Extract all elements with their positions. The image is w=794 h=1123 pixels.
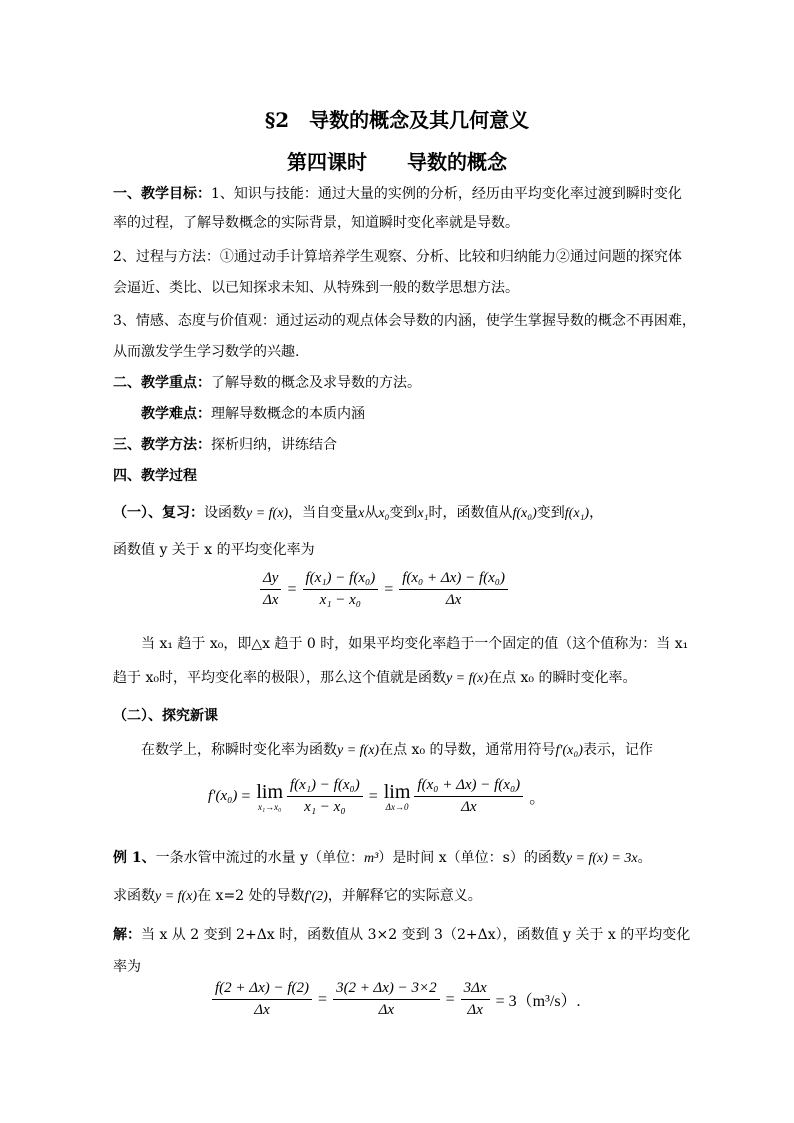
goal2-line-a: 2、过程与方法：①通过动手计算培养学生观察、分析、比较和归纳能力②通过问题的探究体	[113, 249, 682, 265]
methods-text: 探析归纳，讲练结合	[211, 437, 337, 453]
average-rate-formula	[258, 570, 510, 609]
methods-heading: 三、教学方法：	[113, 437, 211, 453]
example-function-2: y = f(x)	[155, 889, 198, 904]
new-text-2: 在点 x₀ 的导数，通常用符号	[379, 742, 556, 758]
avg-rhs-numerator: f(x₀ + Δx) − f(x₀)	[399, 570, 508, 590]
lim-word-1: lim	[256, 780, 284, 803]
derivative-fraction-1	[287, 777, 363, 816]
limit-operator-2	[384, 782, 411, 812]
methods-line	[113, 435, 683, 455]
review-variable: x	[358, 506, 365, 521]
solution-line-a	[113, 925, 691, 945]
solution-result: = 3（m³/s）.	[495, 993, 581, 1010]
solution-frac1-denominator: Δx	[254, 1002, 270, 1018]
goal1-line-a	[113, 184, 683, 204]
solution-frac2-denominator: Δx	[378, 1002, 395, 1018]
difficulty-line	[141, 404, 711, 424]
lim-sub-2: Δx→0	[385, 801, 409, 812]
derivative-fraction-2	[414, 777, 523, 816]
example-unit: m³	[363, 851, 379, 866]
example-text-3: 。	[637, 850, 652, 866]
limit-text-2: 在点 x₀ 的瞬时变化率。	[488, 670, 637, 686]
example-text-6: ，并解释它的实际意义。	[327, 888, 482, 904]
solution-label: 解：	[113, 927, 141, 943]
new-function: y = f(x)	[337, 743, 380, 758]
process-heading: 四、教学过程	[113, 468, 197, 484]
review-line-a	[113, 503, 683, 524]
example-symbol: f′(2)	[304, 889, 328, 904]
example-text-5: 在 x=2 处的导数	[197, 888, 305, 904]
section-title: §2 导数的概念及其几何意义	[264, 108, 530, 132]
solution-frac3-denominator: Δx	[467, 1002, 483, 1018]
review-x1: x₁	[417, 506, 429, 521]
solution-frac3-numerator: 3Δx	[461, 980, 490, 1000]
solution-text-a: 当 x 从 2 变到 2+Δx 时，函数值从 3×2 变到 3（2+Δx），函数值 y 关于 x 的平均变化	[141, 927, 691, 943]
derivative-equals-2: =	[368, 787, 378, 805]
example-line-b	[113, 886, 683, 907]
example-text-1: 一条水管中流过的水量 y（单位：	[155, 850, 364, 866]
example-text-2: ）是时间 x（单位：s）的函数	[378, 850, 566, 866]
example-text-4: 求函数	[113, 888, 155, 904]
limit-line-a: 当 x₁ 趋于 x₀，即△x 趋于 0 时，如果平均变化率趋于一个固定的值（这个值称为：当 x₁	[141, 636, 689, 652]
derivative-frac2-denominator: Δx	[461, 799, 477, 815]
example-label: 例 1、	[113, 850, 156, 866]
new-symbol: f′(x₀)	[555, 743, 583, 758]
review-text-7: ，	[589, 505, 604, 521]
goal1-line-b: 率的过程，了解导数概念的实际背景，知道瞬时变化率就是导数。	[113, 215, 519, 231]
review-text-3: 从	[364, 505, 379, 521]
solution-equals-2: =	[445, 990, 455, 1008]
review-text-1: 设函数	[204, 505, 246, 521]
avg-mid-denominator: x₁ − x₀	[319, 592, 362, 608]
solution-frac1-numerator: f(2 + Δx) − f(2)	[212, 980, 312, 1000]
derivative-frac1-denominator: x₁ − x₀	[304, 799, 346, 815]
avg-lhs-fraction	[260, 570, 281, 609]
new-text-3: 表示，记作	[582, 742, 653, 758]
solution-formula	[210, 980, 585, 1019]
solution-frac2-numerator: 3(2 + Δx) − 3×2	[333, 980, 440, 1000]
solution-equals-1: =	[318, 990, 328, 1008]
goal3-line-a: 3、情感、态度与价值观：通过运动的观点体会导数的内涵，使学生掌握导数的概念不再困难，	[113, 313, 696, 329]
solution-line-b: 率为	[113, 959, 141, 975]
new-lesson-line	[141, 740, 711, 761]
review-fx1: f(x₁)	[564, 506, 590, 521]
derivative-end: 。	[529, 790, 546, 807]
goals-heading: 一、教学目标：	[113, 186, 211, 202]
avg-equals-2: =	[384, 580, 394, 598]
review-text-5: 时，函数值从	[428, 505, 513, 521]
limit-text-1: 趋于 x₀时，平均变化率的极限），那么这个值就是函数	[113, 670, 446, 686]
lim-sub-1: x₁→x₀	[258, 801, 282, 812]
derivative-lhs: f′(x₀)	[208, 788, 238, 804]
avg-equals-1: =	[287, 580, 297, 598]
goal2-line-b: 会逼近、类比、以已知探求未知、从特殊到一般的数学思想方法。	[113, 280, 519, 296]
goal1-text-a: 1、知识与技能：通过大量的实例的分析，经历由平均变化率过渡到瞬时变化	[211, 186, 682, 202]
new-lesson-heading: （二）、探究新课	[113, 708, 218, 724]
example-function: y = f(x) = 3x	[565, 851, 638, 866]
difficulty-heading: 教学难点：	[141, 406, 211, 422]
key-points-heading: 二、教学重点：	[113, 375, 211, 391]
derivative-formula	[208, 777, 549, 816]
limit-operator-1	[256, 782, 283, 812]
review-text-4: 变到	[389, 505, 418, 521]
lim-word-2: lim	[383, 780, 411, 803]
review-text-6: 变到	[536, 505, 565, 521]
review-line-b: 函数值 y 关于 x 的平均变化率为	[113, 542, 315, 558]
derivative-frac2-numerator: f(x₀ + Δx) − f(x₀)	[414, 777, 523, 797]
solution-fraction-1	[212, 980, 312, 1019]
example-line-a	[113, 848, 683, 869]
derivative-frac1-numerator: f(x₁) − f(x₀)	[287, 777, 363, 797]
avg-lhs-numerator: Δy	[260, 570, 281, 590]
limit-line-b	[113, 668, 683, 689]
review-fx0: f(x₀)	[512, 506, 537, 521]
solution-fraction-2	[333, 980, 440, 1019]
review-heading: （一）、复习：	[113, 505, 204, 521]
avg-rhs-fraction	[399, 570, 508, 609]
avg-rhs-denominator: Δx	[445, 592, 462, 608]
limit-function: y = f(x)	[445, 671, 489, 686]
derivative-equals-1: =	[241, 787, 251, 805]
lesson-title: 第四课时 导数的概念	[287, 150, 507, 174]
new-text-1: 在数学上，称瞬时变化率为函数	[141, 742, 337, 758]
difficulty-text: 理解导数概念的本质内涵	[211, 406, 365, 422]
avg-lhs-denominator: Δx	[263, 592, 279, 608]
solution-fraction-3	[461, 980, 490, 1019]
key-points-line	[113, 373, 683, 393]
review-x0: x₀	[378, 506, 390, 521]
avg-mid-fraction	[303, 570, 379, 609]
key-points-text: 了解导数的概念及求导数的方法。	[211, 375, 421, 391]
avg-mid-numerator: f(x₁) − f(x₀)	[303, 570, 379, 590]
goal3-line-b: 从而激发学生学习数学的兴趣.	[113, 344, 300, 360]
review-text-2: ，当自变量	[288, 505, 359, 521]
review-function: y = f(x)	[246, 506, 289, 521]
